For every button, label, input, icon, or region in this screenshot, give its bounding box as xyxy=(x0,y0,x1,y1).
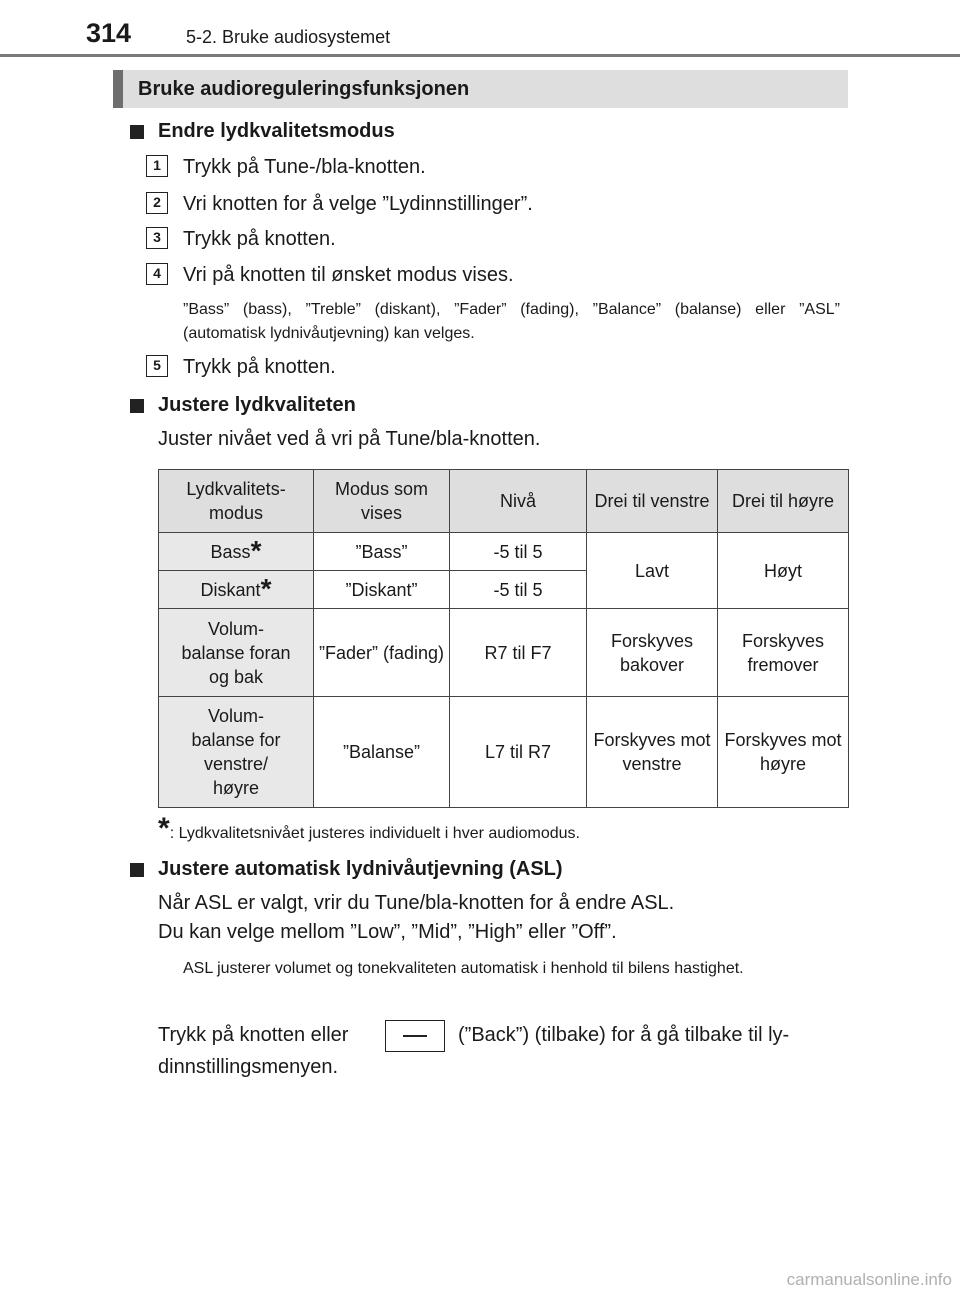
header-rule xyxy=(0,54,960,57)
step-number-5: 5 xyxy=(146,355,168,377)
col-header: Lydkvalitets-modus xyxy=(159,470,314,533)
sound-quality-table xyxy=(158,469,849,808)
back-text-line2: dinnstillingsmenyen. xyxy=(158,1056,339,1078)
step-number-4: 4 xyxy=(146,263,168,285)
watermark: carmanualsonline.info xyxy=(786,1270,952,1289)
section-marker-icon xyxy=(130,399,144,413)
step-text-3: Trykk på knotten. xyxy=(183,228,336,250)
page-number: 314 xyxy=(86,18,132,48)
step-text-2: Vri knotten for å velge ”Lydinnstillinger”. xyxy=(183,193,533,215)
back-button-icon xyxy=(385,1020,445,1052)
step-text-4: Vri på knotten til ønsket modus vises. xyxy=(183,264,514,286)
table-header-row xyxy=(159,470,849,533)
section-bar xyxy=(113,70,848,108)
level-cell: -5 til 5 xyxy=(450,533,587,571)
back-text-before: Trykk på knotten eller xyxy=(158,1024,349,1046)
col-header: Drei til høyre xyxy=(718,470,849,533)
shown-cell: ”Balanse” xyxy=(314,697,450,808)
table-row xyxy=(159,609,849,697)
left-cell: Forskyves bakover xyxy=(587,609,718,697)
mode-options-note: ”Bass” (bass), ”Treble” (diskant), ”Fader” (fading), ”Balance” (balanse) eller ”ASL” (automatisk lydnivåutjevning) kan velges. xyxy=(183,301,840,342)
footnote-asterisk: * xyxy=(250,534,262,566)
col-header: Nivå xyxy=(450,470,587,533)
step-number-2: 2 xyxy=(146,192,168,214)
mode-cell: Bass* xyxy=(159,533,314,571)
asl-text-1: Når ASL er valgt, vrir du Tune/bla-knotten for å endre ASL. xyxy=(158,892,675,914)
mode-cell: Diskant* xyxy=(159,571,314,609)
asl-note: ASL justerer volumet og tonekvaliteten automatisk i henhold til bilens hastighet. xyxy=(183,960,744,977)
section-title: Bruke audioreguleringsfunksjonen xyxy=(138,78,470,100)
level-cell: R7 til F7 xyxy=(450,609,587,697)
adjust-quality-text: Juster nivået ved å vri på Tune/bla-knotten. xyxy=(158,428,541,450)
table-footnote: *: Lydkvalitetsnivået justeres individuelt i hver audiomodus. xyxy=(158,812,580,845)
footnote-asterisk: * xyxy=(260,572,272,604)
asl-text-2: Du kan velge mellom ”Low”, ”Mid”, ”High” eller ”Off”. xyxy=(158,921,617,943)
shown-cell: ”Fader” (fading) xyxy=(314,609,450,697)
col-header: Modus som vises xyxy=(314,470,450,533)
chapter-title: 5-2. Bruke audiosystemet xyxy=(186,27,391,47)
mode-cell: Volum-balanse for venstre/ høyre xyxy=(159,697,314,808)
back-text-after: (”Back”) (tilbake) for å gå tilbake til ly- xyxy=(458,1024,790,1046)
step-number-3: 3 xyxy=(146,227,168,249)
level-cell: L7 til R7 xyxy=(450,697,587,808)
col-header: Drei til venstre xyxy=(587,470,718,533)
table-row xyxy=(159,697,849,808)
mode-cell: Volum-balanse foran og bak xyxy=(159,609,314,697)
left-cell: Lavt xyxy=(587,533,718,609)
right-cell: Forskyves mot høyre xyxy=(718,697,849,808)
step-text-5: Trykk på knotten. xyxy=(183,356,336,378)
level-cell: -5 til 5 xyxy=(450,571,587,609)
footnote-asterisk: * xyxy=(158,812,170,845)
shown-cell: ”Bass” xyxy=(314,533,450,571)
heading-adjust-quality: Justere lydkvaliteten xyxy=(158,394,356,416)
right-cell: Forskyves fremover xyxy=(718,609,849,697)
section-marker-icon xyxy=(130,125,144,139)
heading-asl: Justere automatisk lydnivåutjevning (ASL) xyxy=(158,858,563,880)
shown-cell: ”Diskant” xyxy=(314,571,450,609)
step-number-1: 1 xyxy=(146,155,168,177)
left-cell: Forskyves mot venstre xyxy=(587,697,718,808)
table-row xyxy=(159,533,849,571)
right-cell: Høyt xyxy=(718,533,849,609)
step-text-1: Trykk på Tune-/bla-knotten. xyxy=(183,156,426,178)
heading-sound-mode: Endre lydkvalitetsmodus xyxy=(158,120,395,142)
section-marker-icon xyxy=(130,863,144,877)
